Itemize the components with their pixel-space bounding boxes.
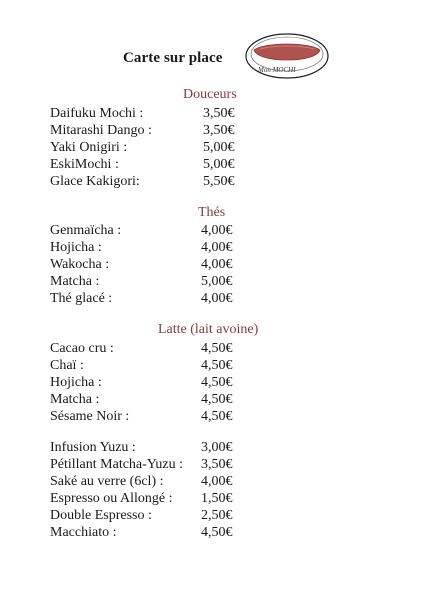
menu-item-price: 4,50€: [201, 409, 233, 424]
menu-item-name: Sésame Noir :: [50, 409, 130, 424]
menu-item-price: 1,50€: [201, 491, 233, 506]
menu-item-name: Pétillant Matcha-Yuzu :: [50, 457, 183, 472]
menu-item-name: Espresso ou Allongé :: [50, 491, 173, 506]
menu-item-name: Saké au verre (6cl) :: [50, 474, 164, 489]
logo-text: Mon MOCHI: [258, 66, 296, 74]
menu-item-name: Double Espresso :: [50, 508, 152, 523]
menu-item-price: 3,50€: [203, 106, 235, 121]
menu-item-price: 3,50€: [203, 123, 235, 138]
menu-item-name: Daifuku Mochi :: [50, 106, 144, 121]
menu-item-name: Glace Kakigori:: [50, 174, 140, 189]
menu-item-name: Mitarashi Dango :: [50, 123, 152, 138]
menu-item-price: 4,00€: [201, 291, 233, 306]
menu-item-price: 2,50€: [201, 508, 233, 523]
menu-item-name: Yaki Onigiri :: [50, 140, 128, 155]
menu-item-name: Cacao cru :: [50, 341, 114, 356]
menu-item-price: 4,50€: [201, 392, 233, 407]
menu-item-price: 4,50€: [201, 525, 233, 540]
menu-item-price: 4,00€: [201, 223, 233, 238]
menu-item-name: Matcha :: [50, 392, 100, 407]
menu-item-price: 4,00€: [201, 474, 233, 489]
menu-item-price: 4,00€: [201, 257, 233, 272]
menu-item-name: Genmaïcha :: [50, 223, 122, 238]
menu-item-name: Matcha :: [50, 274, 100, 289]
menu-item-name: Macchiato :: [50, 525, 117, 540]
menu-item-name: Hojicha :: [50, 375, 102, 390]
menu-item-name: Wakocha :: [50, 257, 110, 272]
menu-item-name: Hojicha :: [50, 240, 102, 255]
menu-item-price: 3,00€: [201, 440, 233, 455]
menu-item-name: Chaï :: [50, 358, 84, 373]
menu-item-name: Infusion Yuzu :: [50, 440, 136, 455]
menu-item-price: 4,00€: [201, 240, 233, 255]
page-title: Carte sur place: [123, 50, 223, 66]
menu-item-price: 4,50€: [201, 375, 233, 390]
menu-item-name: EskiMochi :: [50, 157, 119, 172]
section-title-thes: Thés: [198, 205, 226, 220]
menu-item-name: Thé glacé :: [50, 291, 113, 306]
section-title-latte: Latte (lait avoine): [158, 322, 259, 337]
section-title-douceurs: Douceurs: [183, 87, 237, 102]
menu-item-price: 5,00€: [203, 140, 235, 155]
menu-item-price: 4,50€: [201, 358, 233, 373]
menu-item-price: 5,50€: [203, 174, 235, 189]
menu-item-price: 5,00€: [201, 274, 233, 289]
menu-item-price: 5,00€: [203, 157, 235, 172]
menu-item-price: 4,50€: [201, 341, 233, 356]
menu-item-price: 3,50€: [201, 457, 233, 472]
